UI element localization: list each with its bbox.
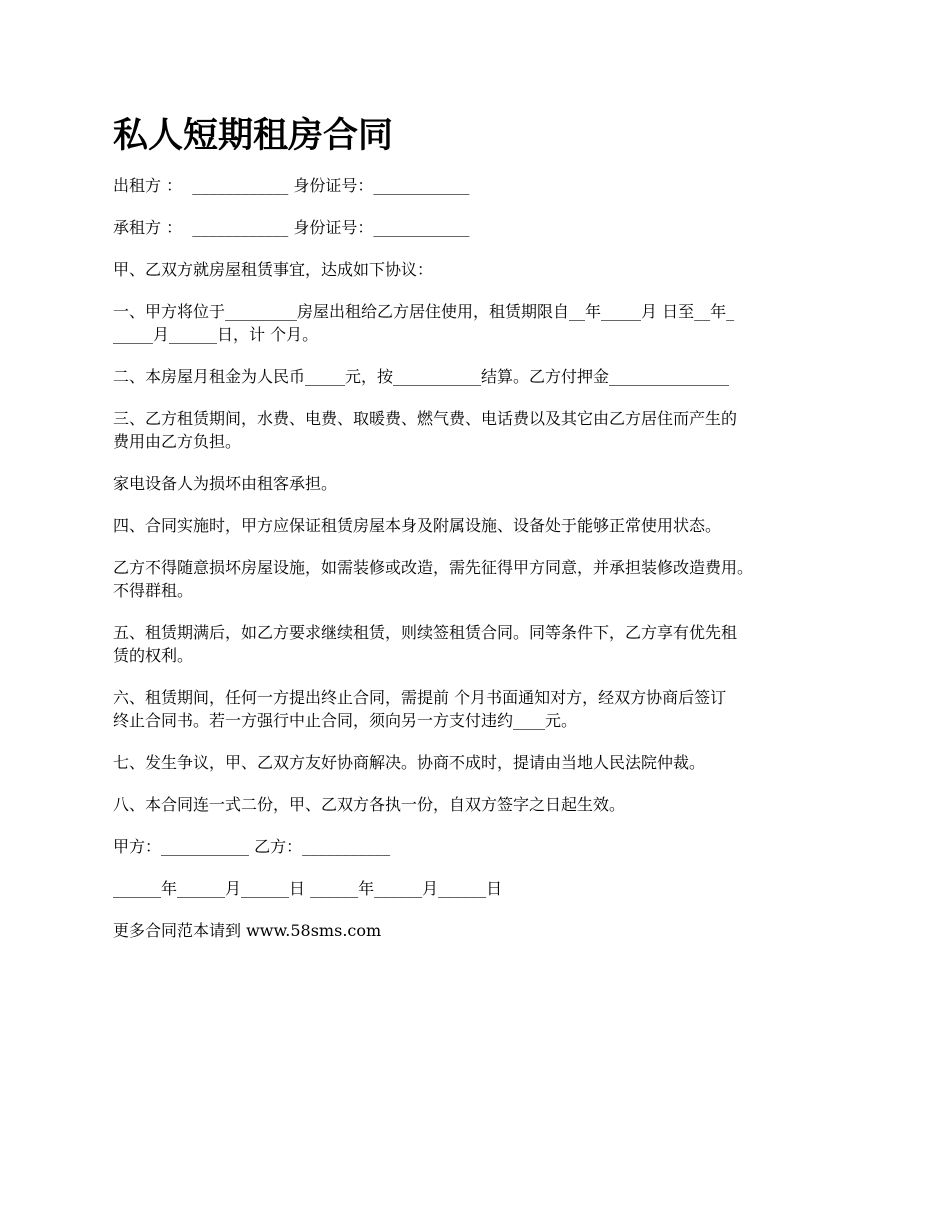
clause-4-renovation: 乙方不得随意损坏房屋设施，如需装修或改造，需先征得甲方同意，并承担装修改造费用。 不得群租。 [113, 558, 754, 600]
clause-3-appliances: 家电设备人为损坏由租客承担。 [113, 474, 338, 493]
signature-line: 甲方：___________ 乙方：___________ [113, 837, 391, 856]
clause-3: 三、乙方租赁期间，水费、电费、取暖费、燃气费、电话费以及其它由乙方居住而产生的 费用由乙方负担。 [113, 409, 738, 451]
clause-8: 八、本合同连一式二份，甲、乙双方各执一份，自双方签字之日起生效。 [113, 795, 626, 814]
footer-link-text: 更多合同范本请到 www.58sms.com [113, 921, 382, 940]
agreement-intro: 甲、乙双方就房屋租赁事宜，达成如下协议： [113, 260, 434, 279]
landlord-line: 出租方 ： ____________ 身份证号：____________ [113, 176, 470, 195]
contract-document [113, 108, 858, 961]
clause-7: 七、发生争议，甲、乙双方友好协商解决。协商不成时，提请由当地人民法院仲裁。 [113, 753, 706, 772]
clause-4: 四、合同实施时，甲方应保证租赁房屋本身及附属设施、设备处于能够正常使用状态。 [113, 516, 722, 535]
clause-2: 二、本房屋月租金为人民币_____元，按___________结算。乙方付押金_______________ [113, 367, 730, 386]
clause-5: 五、租赁期满后，如乙方要求继续租赁，则续签租赁合同。同等条件下，乙方享有优先租 赁的权利。 [113, 623, 738, 665]
date-line: ______年______月______日 ______年______月______日 [113, 879, 503, 898]
document-title: 私人短期租房合同 [113, 115, 394, 156]
clause-1: 一、甲方将位于_________房屋出租给乙方居住使用，租赁期限自__年_____月 日至__年_ _____月______日，计 个月。 [113, 302, 735, 344]
tenant-line: 承租方 ： ____________ 身份证号：____________ [113, 218, 470, 237]
clause-6: 六、租赁期间，任何一方提出终止合同，需提前 个月书面通知对方，经双方协商后签订 终止合同书。若一方强行中止合同，须向另一方支付违约____元。 [113, 688, 727, 730]
